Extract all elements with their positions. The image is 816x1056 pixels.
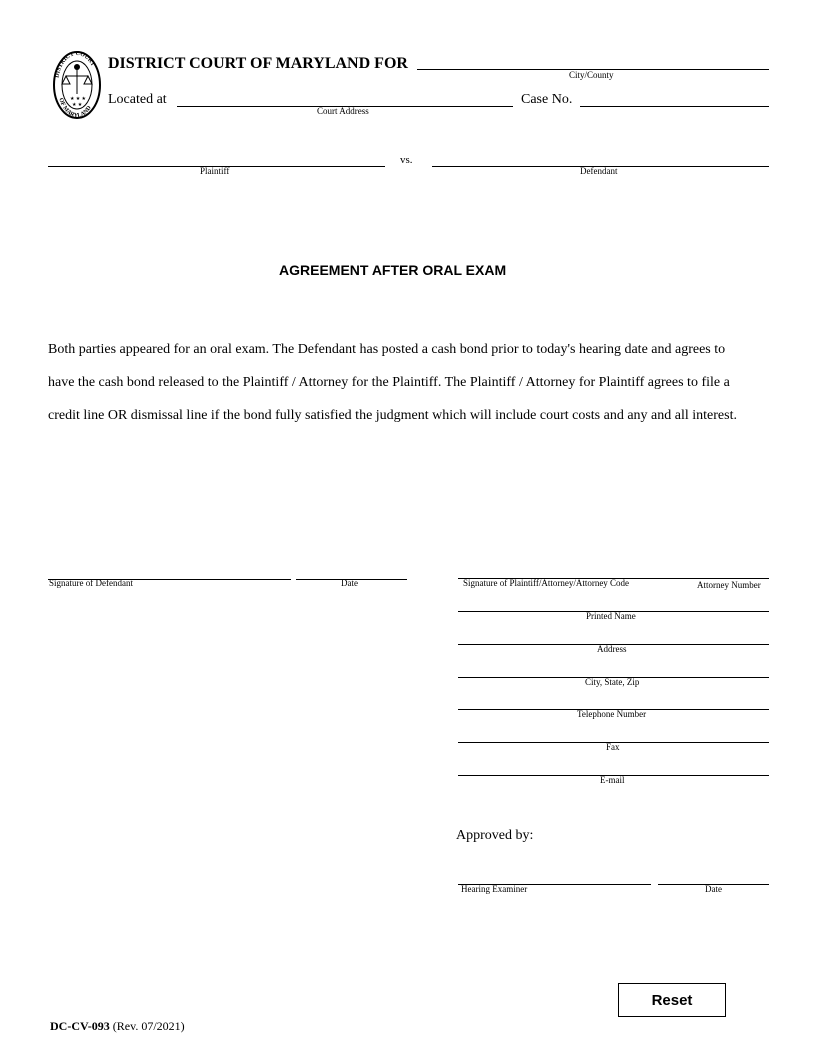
court-title: DISTRICT COURT OF MARYLAND FOR <box>108 55 408 72</box>
form-revision: (Rev. 07/2021) <box>112 1019 185 1033</box>
reset-button[interactable]: Reset <box>618 983 726 1017</box>
approved-by-label: Approved by: <box>456 828 534 843</box>
defendant-field[interactable] <box>432 150 769 167</box>
located-at-label: Located at <box>108 92 167 107</box>
address-label: Address <box>597 644 627 654</box>
svg-text:★ ★: ★ ★ <box>72 103 83 108</box>
svg-text:★ ★ ★: ★ ★ ★ <box>70 97 86 102</box>
printed-name-label: Printed Name <box>586 611 636 621</box>
approval-date-label: Date <box>705 884 722 894</box>
telephone-label: Telephone Number <box>577 709 647 719</box>
approval-date-field[interactable] <box>658 868 769 885</box>
court-address-label: Court Address <box>317 106 369 116</box>
plaintiff-label: Plaintiff <box>200 166 230 176</box>
paragraph-line-3: credit line OR dismissal line if the bond fully satisfied the judgment which will include court costs and any and all interest. <box>48 408 737 423</box>
vs-label: vs. <box>400 154 413 166</box>
document-title: AGREEMENT AFTER ORAL EXAM <box>279 262 507 278</box>
email-label: E-mail <box>600 775 625 785</box>
city-county-field[interactable] <box>417 53 769 70</box>
paragraph-line-2: have the cash bond released to the Plaintiff / Attorney for the Plaintiff. The Plaintiff / Attorney for Plaintiff agrees to file a <box>48 375 730 390</box>
defendant-label: Defendant <box>580 166 618 176</box>
defendant-date-label: Date <box>341 578 358 588</box>
city-state-zip-field[interactable] <box>458 661 769 678</box>
plaintiff-signature-field[interactable] <box>458 562 769 579</box>
hearing-examiner-label: Hearing Examiner <box>461 884 528 894</box>
city-state-zip-label: City, State, Zip <box>585 677 640 687</box>
seal-text-top: DISTRICT COURT <box>54 50 96 79</box>
plaintiff-field[interactable] <box>48 150 385 167</box>
court-address-field[interactable] <box>177 90 513 107</box>
fax-label: Fax <box>606 742 620 752</box>
address-field[interactable] <box>458 628 769 645</box>
fax-field[interactable] <box>458 726 769 743</box>
form-footer <box>50 1019 185 1034</box>
case-number-field[interactable] <box>580 90 769 107</box>
printed-name-field[interactable] <box>458 595 769 612</box>
court-seal-logo <box>52 50 102 120</box>
svg-text:DISTRICT COURT <box>54 51 95 78</box>
plaintiff-signature-label: Signature of Plaintiff/Attorney/Attorney Code <box>463 578 630 588</box>
city-county-label: City/County <box>569 70 614 80</box>
defendant-signature-label: Signature of Defendant <box>49 578 133 588</box>
paragraph-line-1: Both parties appeared for an oral exam. The Defendant has posted a cash bond prior to today's hearing date and agrees to <box>48 342 726 357</box>
seal-text-bottom: OF MARYLAND <box>57 97 93 120</box>
email-field[interactable] <box>458 759 769 776</box>
attorney-number-label: Attorney Number <box>697 580 761 590</box>
telephone-field[interactable] <box>458 693 769 710</box>
case-no-label: Case No. <box>521 92 573 107</box>
hearing-examiner-field[interactable] <box>458 868 651 885</box>
form-number: DC-CV-093 <box>50 1019 110 1033</box>
